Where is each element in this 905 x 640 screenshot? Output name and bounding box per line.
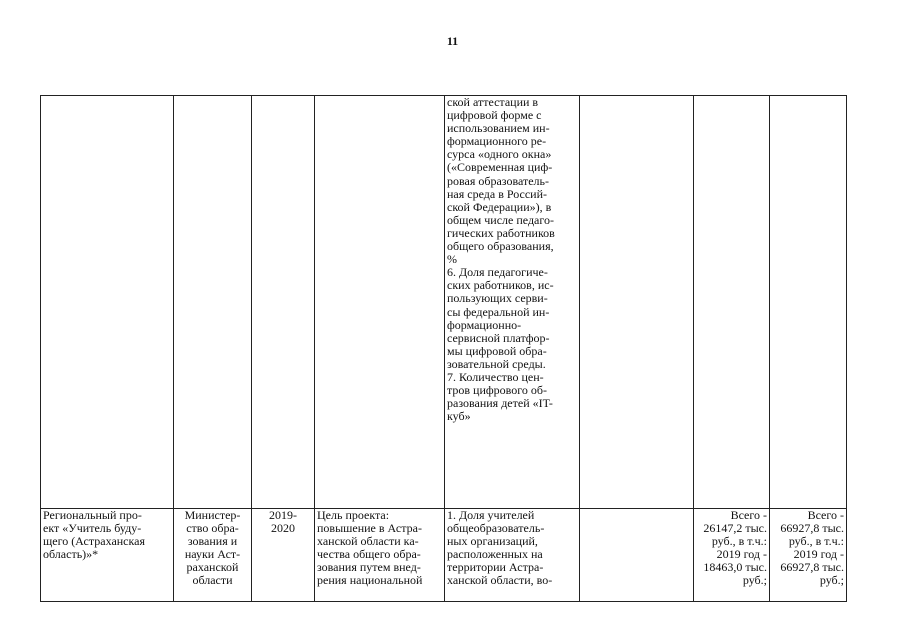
- page-number: 11: [446, 34, 459, 48]
- table-row: [41, 509, 847, 602]
- indicators-cell: [445, 509, 580, 602]
- project-cell: [41, 509, 174, 602]
- indicators-cell: [445, 96, 580, 509]
- funding-cell-b: [770, 96, 847, 509]
- funding-cell-b: [770, 509, 847, 602]
- funding-cell-a: [694, 509, 770, 602]
- program-table: [40, 95, 847, 602]
- executor-name: Министер- ство обра- зования и науки Аст- раханской области: [184, 508, 241, 588]
- project-name: Региональный про- ект «Учитель буду- щего (Астраханская область)»*: [43, 508, 146, 562]
- funding-cell-a: [694, 96, 770, 509]
- project-cell: [41, 96, 174, 509]
- period-text: 2019- 2020: [269, 508, 297, 536]
- period-cell: [252, 509, 315, 602]
- empty-cell: [580, 509, 694, 602]
- goal-cell: [315, 96, 445, 509]
- table-row: [41, 96, 847, 509]
- executor-cell: [174, 509, 252, 602]
- indicators-text: ской аттестации в цифровой форме с использованием ин- формационного ре- сурса «одного окна» («Современная циф- ровая образователь- ная среда в Россий- ской Федерации»), в общем числе педаго- гических работников общего образования, % 6. Доля педагогиче- ских работников, ис- пользующих серви- сы федеральной ин- формационно- сервисной платфор- мы цифровой обра- зовательной среды. 7. Количество цен- тров цифрового об- разования детей «IT- куб»: [447, 95, 555, 424]
- empty-cell: [580, 96, 694, 509]
- period-cell: [252, 96, 315, 509]
- funding-text-b: Всего - 66927,8 тыс. руб., в т.ч.: 2019 год - 66927,8 тыс. руб.;: [780, 508, 844, 588]
- executor-cell: [174, 96, 252, 509]
- goal-text: Цель проекта: повышение в Астра- ханской области ка- чества общего обра- зования путем внед- рения национальной: [317, 508, 423, 588]
- funding-text-a: Всего - 26147,2 тыс. руб., в т.ч.: 2019 год - 18463,0 тыс. руб.;: [703, 508, 767, 588]
- indicators-text: 1. Доля учителей общеобразователь- ных организаций, расположенных на территории Астра- ханской области, во-: [447, 508, 553, 588]
- goal-cell: [315, 509, 445, 602]
